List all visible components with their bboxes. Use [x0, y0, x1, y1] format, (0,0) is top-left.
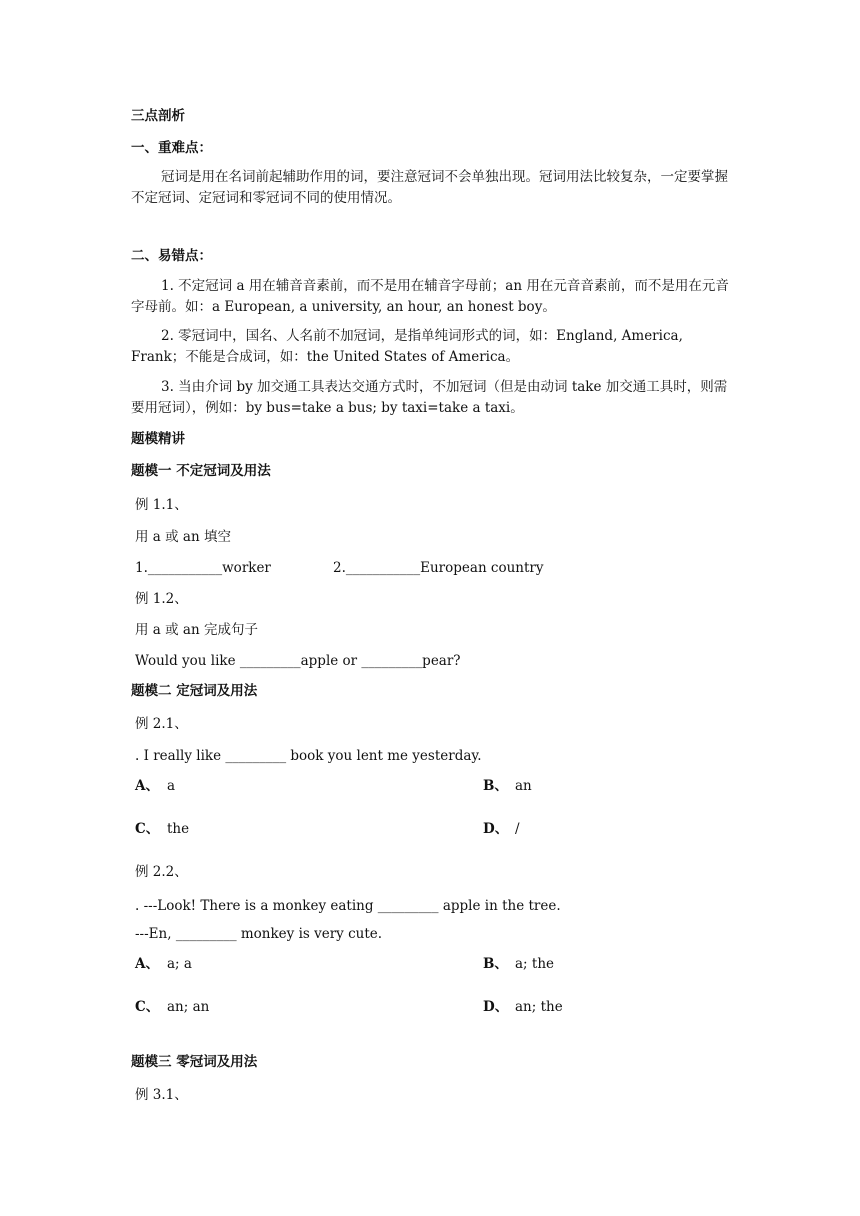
example-1-1-label: 例 1.1、 — [135, 497, 188, 513]
option-text: an; an — [167, 999, 210, 1015]
model2-heading: 题模二 定冠词及用法 — [131, 683, 258, 699]
example-2-2-option-d — [483, 997, 563, 1017]
example-2-1-option-a — [135, 776, 175, 796]
option-text: a — [167, 778, 176, 794]
example-3-1-label: 例 3.1、 — [135, 1087, 188, 1103]
example-2-1-option-c — [135, 819, 189, 839]
analysis-title: 三点剖析 — [131, 108, 185, 124]
option-letter: D、 — [483, 821, 509, 837]
example-2-1-option-d — [483, 819, 520, 839]
option-text: an — [515, 778, 532, 794]
errors-heading: 二、易错点： — [131, 248, 212, 264]
example-1-1-instruction: 用 a 或 an 填空 — [135, 529, 231, 545]
key-points-heading: 一、重难点： — [131, 140, 212, 156]
example-2-1-label: 例 2.1、 — [135, 716, 188, 732]
example-2-1-question: . I really like _________ book you lent me yesterday. — [135, 748, 482, 764]
example-2-2-label: 例 2.2、 — [135, 864, 188, 880]
option-letter: B、 — [483, 778, 508, 794]
example-1-2-instruction: 用 a 或 an 完成句子 — [135, 622, 258, 638]
option-letter: C、 — [135, 999, 160, 1015]
option-letter: D、 — [483, 999, 509, 1015]
example-1-2-label: 例 1.2、 — [135, 591, 188, 607]
option-letter: A、 — [135, 956, 159, 972]
model-section-title: 题模精讲 — [131, 431, 185, 447]
error-point-3: 3. 当由介词 by 加交通工具表达交通方式时，不加冠词（但是由动词 take 加交通工具时，则需要用冠词），例如：by bus=take a bus; by taxi=take a taxi。 — [131, 379, 728, 416]
option-text: the — [167, 821, 190, 837]
example-2-1-option-b — [483, 776, 532, 796]
error-point-2: 2. 零冠词中，国名、人名前不加冠词，是指单纯词形式的词，如：England, America, Frank；不能是合成词，如：the United States of America。 — [131, 328, 683, 365]
example-2-2-option-a — [135, 954, 192, 974]
example-1-2-sentence: Would you like _________apple or _________pear? — [135, 653, 461, 669]
option-text: a; the — [515, 956, 554, 972]
example-1-1-item-1: 1.___________worker — [135, 560, 271, 576]
example-1-1-item-2: 2.___________European country — [333, 560, 544, 576]
example-2-2-option-b — [483, 954, 554, 974]
option-text: / — [515, 821, 520, 837]
example-2-2-question-line-2: ---En, _________ monkey is very cute. — [135, 926, 383, 942]
error-point-1: 1. 不定冠词 a 用在辅音音素前，而不是用在辅音字母前；an 用在元音音素前，而不是用在元音字母前。如：a European, a university, an hour, an honest boy。 — [131, 278, 729, 315]
example-2-2-option-c — [135, 997, 209, 1017]
option-letter: A、 — [135, 778, 159, 794]
option-text: an; the — [515, 999, 563, 1015]
option-letter: B、 — [483, 956, 508, 972]
example-2-2-question-line-1: . ---Look! There is a monkey eating _________ apple in the tree. — [135, 898, 561, 914]
option-text: a; a — [167, 956, 192, 972]
model3-heading: 题模三 零冠词及用法 — [131, 1054, 258, 1070]
key-points-paragraph: 冠词是用在名词前起辅助作用的词，要注意冠词不会单独出现。冠词用法比较复杂，一定要掌握不定冠词、定冠词和零冠词不同的使用情况。 — [131, 169, 728, 206]
option-letter: C、 — [135, 821, 160, 837]
model1-heading: 题模一 不定冠词及用法 — [131, 463, 271, 479]
